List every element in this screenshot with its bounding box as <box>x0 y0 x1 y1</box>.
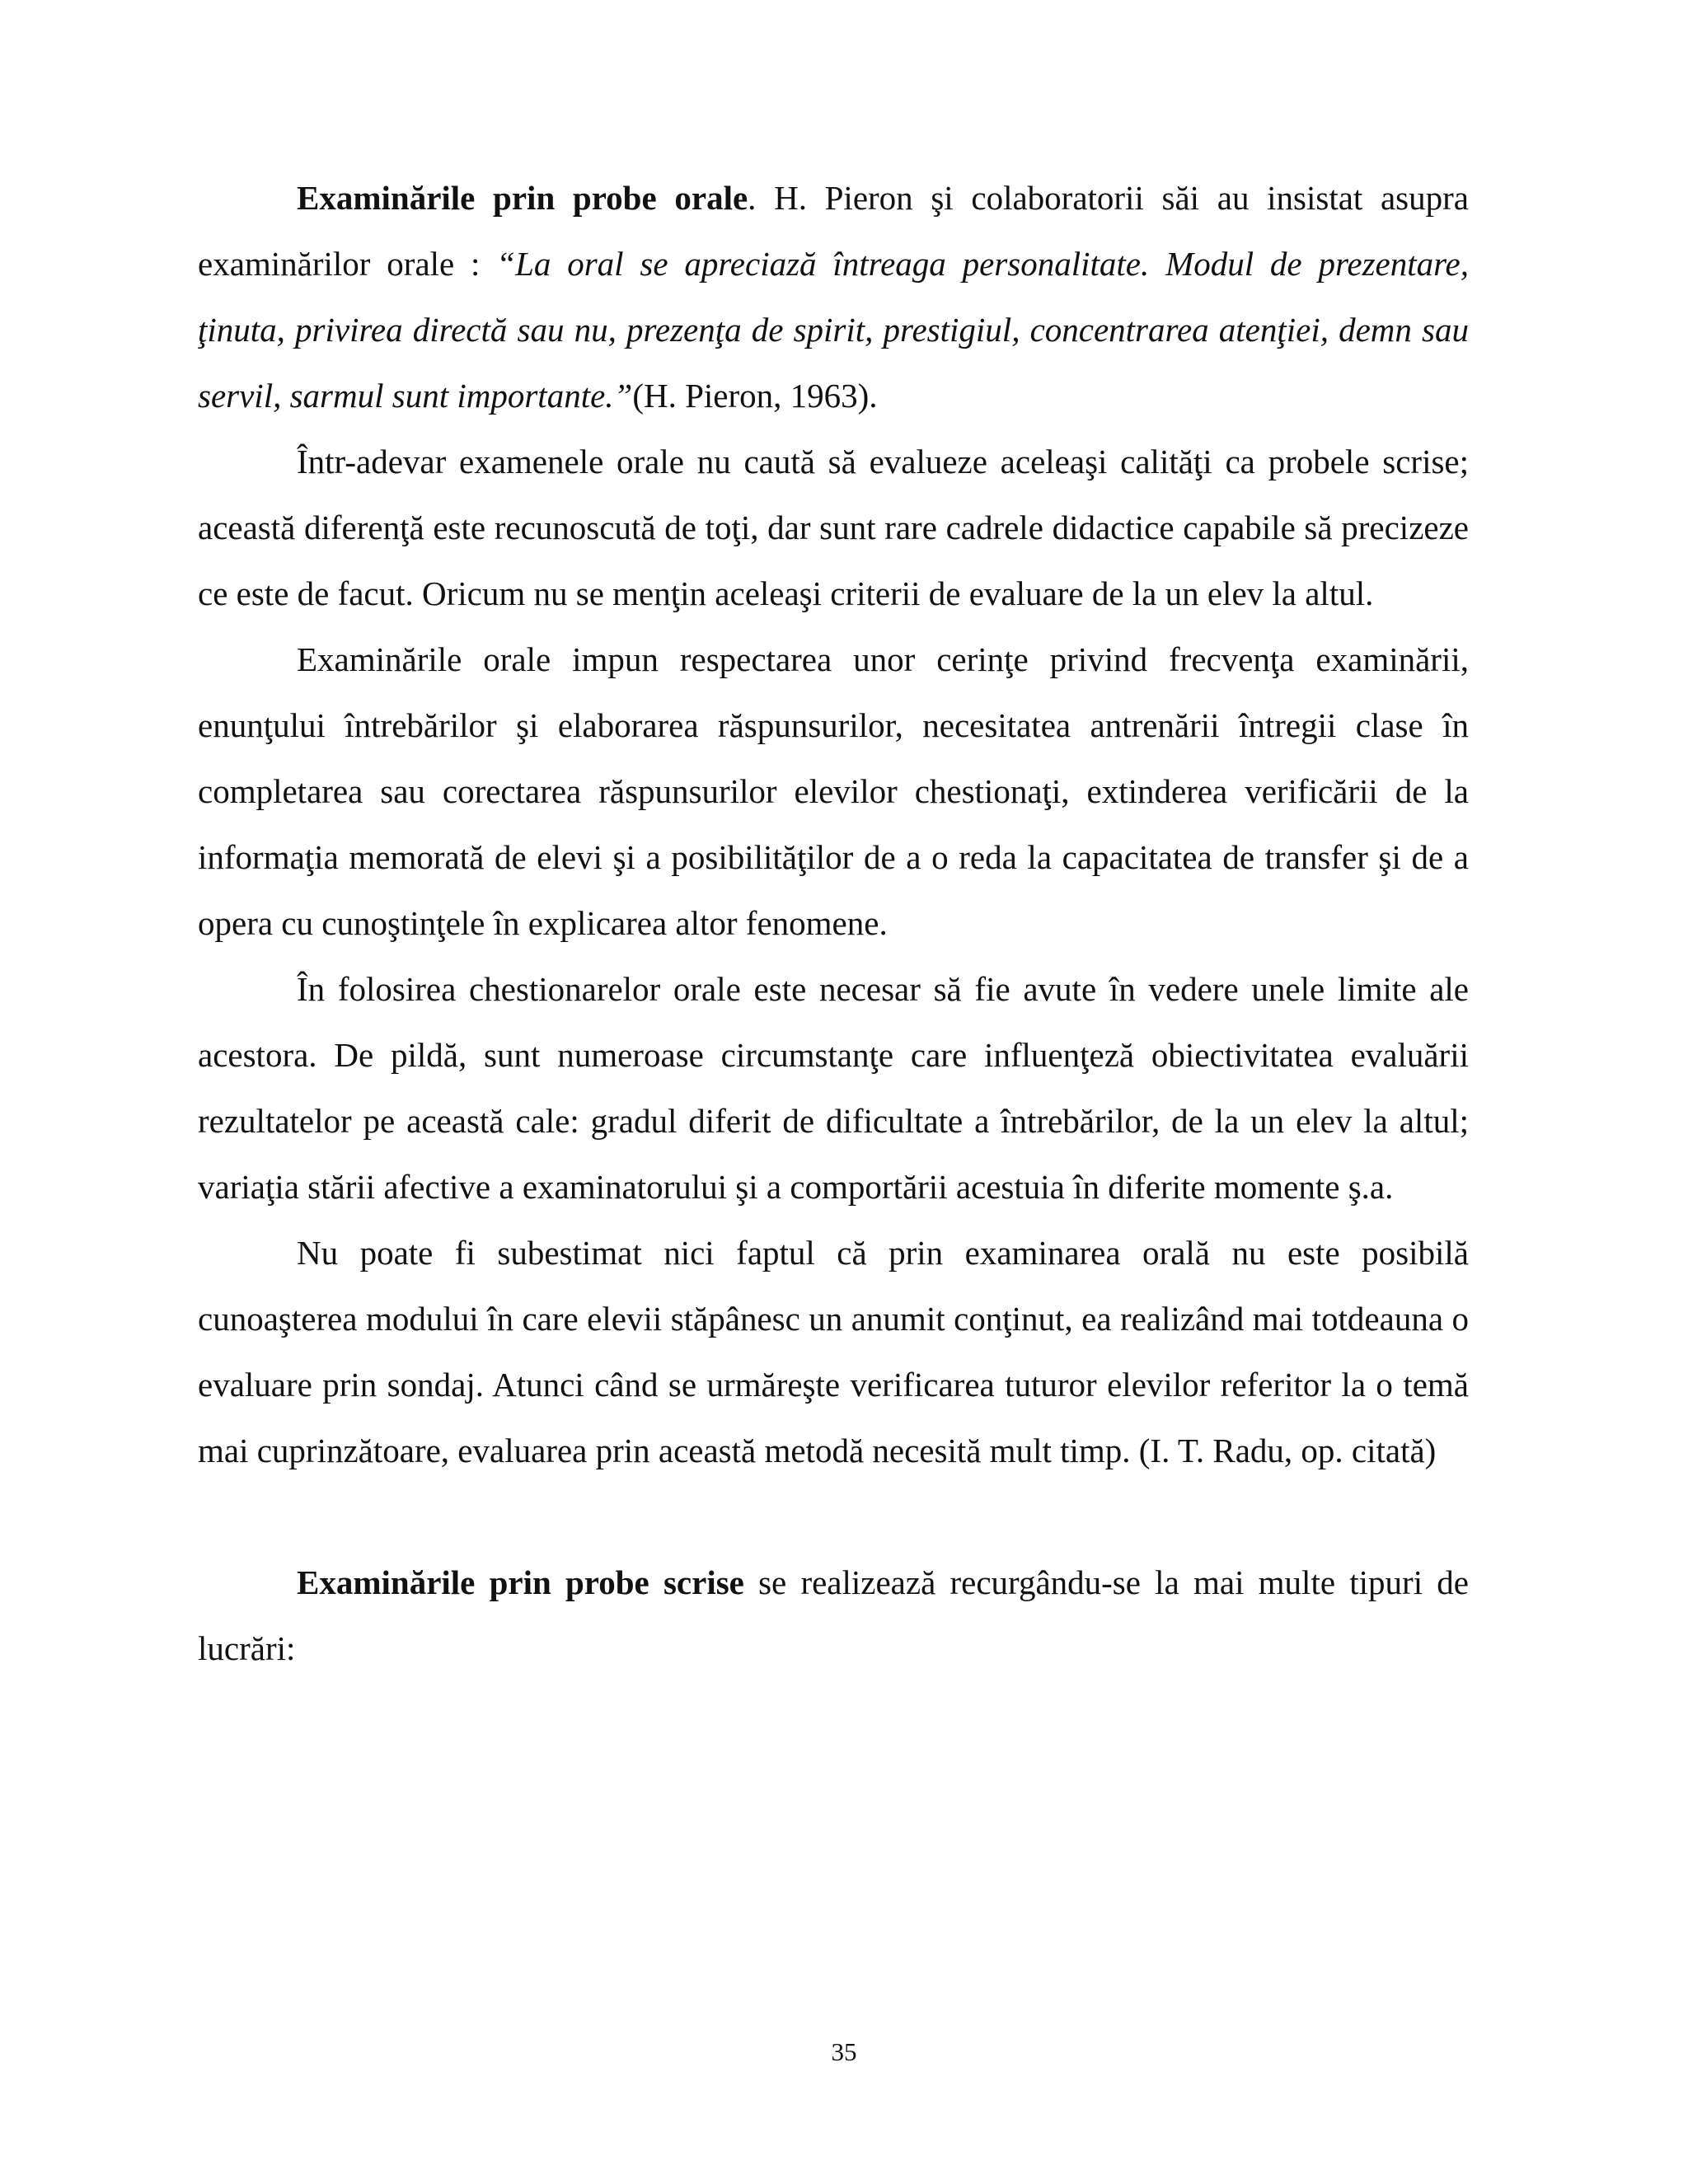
paragraph-oral-exams-intro <box>198 165 1469 429</box>
paragraph-oral-sampling: Nu poate fi subestimat nici faptul că prin examinarea orală nu este posibilă cunoaşterea modului în care elevii stăpânesc un anumit conţinut, ea realizând mai totdeauna o evaluare prin sondaj. Atunci când se urmăreşte verificarea tuturor elevilor referitor la o temă mai cuprinzătoare, evaluarea prin această metodă necesită mult timp. (I. T. Radu, op. citată) <box>198 1234 1469 1469</box>
paragraph-oral-vs-written: Într-adevar examenele orale nu caută să evalueze aceleaşi calităţi ca probele scrise; această diferenţă este recunoscută de toţi, dar sunt rare cadrele didactice capabile să precizeze ce este de facut. Oricum nu se menţin aceleaşi criterii de evaluare de la un elev la altul. <box>198 443 1469 612</box>
page-number: 35 <box>831 2037 857 2066</box>
paragraph-text: se realizează recurgându-se la mai multe tipuri de lucrări: <box>198 1563 1469 1667</box>
section-heading-written-exams: Examinările prin probe scrise <box>297 1563 744 1601</box>
paragraph-written-exams-intro <box>198 1549 1469 1681</box>
paragraph-oral-limits: În folosirea chestionarelor orale este necesar să fie avute în vedere unele limite ale acestora. De pildă, sunt numeroase circumstanţe care influenţeză obiectivitatea evaluării rezultatelor pe această cale: gradul diferit de dificultate a întrebărilor, de la un elev la altul; variaţia stării afective a examinatorului şi a comportării acestuia în diferite momente ş.a. <box>198 970 1469 1206</box>
citation: (H. Pieron, 1963). <box>632 377 878 415</box>
quotation: “La oral se apreciază întreaga personalitate. Modul de prezentare, ţinuta, privirea directă sau nu, prezenţa de spirit, prestigiul, concentrarea atenţiei, demn sau servil, sarmul sunt importante.” <box>198 245 1469 415</box>
body-text <box>198 165 1469 1681</box>
paragraph-text: . H. Pieron şi colaboratorii săi au insistat asupra examinărilor orale : <box>198 179 1469 283</box>
paragraph-oral-requirements: Examinările orale impun respectarea unor cerinţe privind frecvenţa examinării, enunţului întrebărilor şi elaborarea răspunsurilor, necesitatea antrenării întregii clase în completarea sau corectarea răspunsurilor elevilor chestionaţi, extinderea verificării de la informaţia memorată de elevi şi a posibilităţilor de a o reda la capacitatea de transfer şi de a opera cu cunoştinţele în explicarea altor fenomene. <box>198 640 1469 942</box>
section-heading-oral-exams: Examinările prin probe orale <box>297 179 748 217</box>
